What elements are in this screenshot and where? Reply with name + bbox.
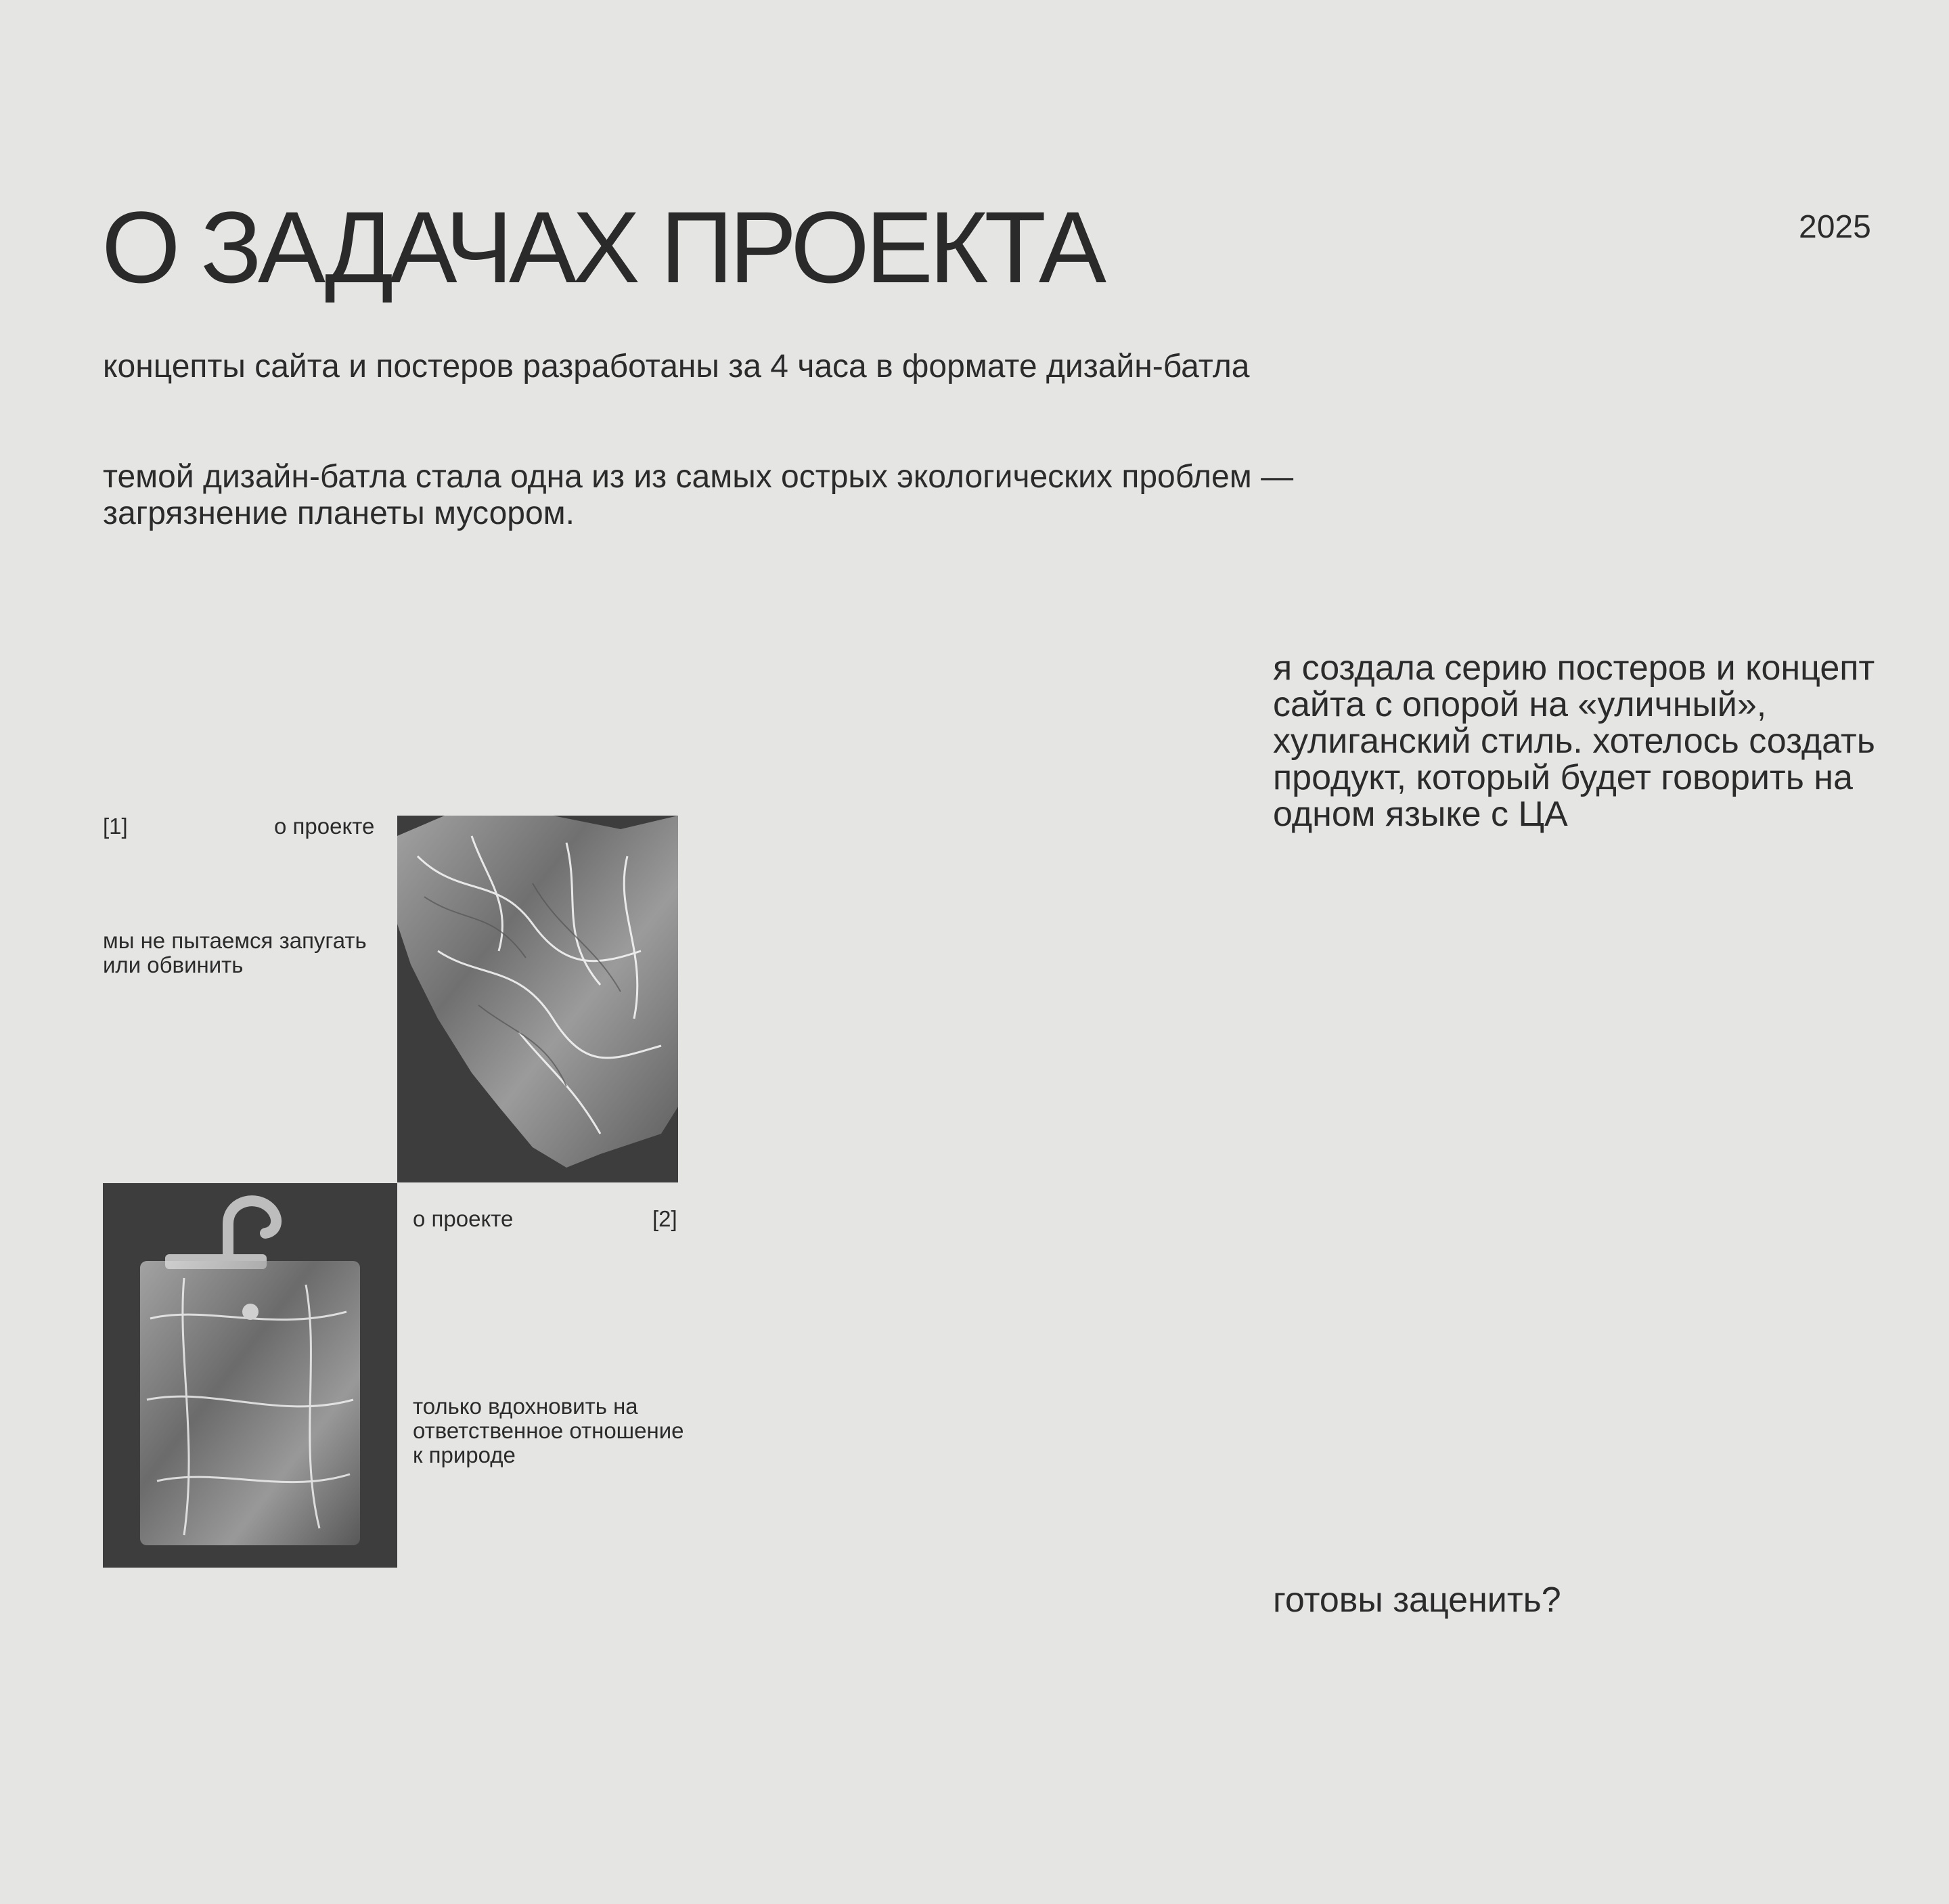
card-1-label: о проекте [274,814,375,839]
intro-paragraph-1: концепты сайта и постеров разработаны за 4 часа в формате дизайн-батла [103,349,1250,384]
crumpled-plastic-image [397,816,678,1182]
statement-text: я создала серию постеров и концепт сайта с опорой на «уличный», хулиганский стиль. хотелось создать продукт, который будет говорить на одном языке с ЦА [1273,648,1875,834]
card-2-label: о проекте [413,1206,514,1231]
card-2-text: только вдохновить на ответственное отношение к природе [413,1394,684,1467]
crumpled-plastic-icon [397,816,678,1182]
plastic-bag-image [103,1183,397,1568]
intro-paragraph-2: темой дизайн-батла стала одна из из самых острых экологических проблем — загрязнение планеты мусором. [103,459,1294,531]
card-2-number: [2] [652,1206,677,1231]
card-1-number: [1] [103,814,128,839]
plastic-bag-icon [103,1183,397,1568]
cta-text[interactable]: готовы заценить? [1273,1580,1561,1620]
year-label: 2025 [1799,209,1871,245]
card-1-text: мы не пытаемся запугать или обвинить [103,928,367,977]
page-title: О ЗАДАЧАХ ПРОЕКТА [102,190,1103,304]
